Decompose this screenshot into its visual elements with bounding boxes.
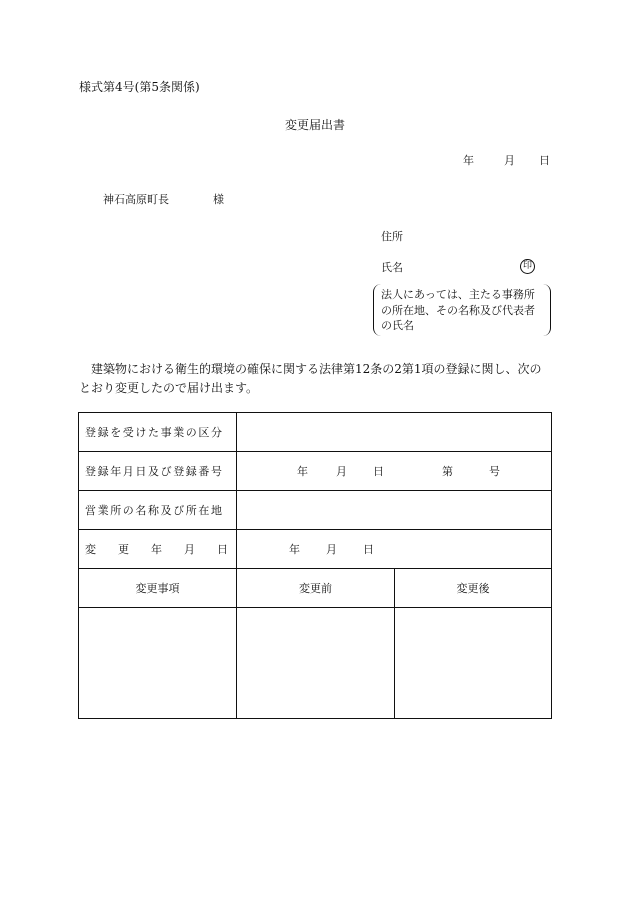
seal-mark: 印 [520,259,535,274]
form-number-label: 様式第4号(第5条関係) [79,80,200,94]
reg-number-prefix: 第 [442,465,453,478]
reg-month-label: 月 [336,465,347,478]
header-after-change: 変更後 [395,569,552,608]
body-text: 建築物における衛生的環境の確保に関する法律第12条の2第1項の登録に関し、次のとおり変更したので届け出ます。 [79,362,542,395]
registration-date-number-field[interactable] [237,452,552,491]
date-day-label: 日 [539,154,550,167]
after-change-field[interactable] [395,608,552,719]
business-category-field[interactable] [237,413,552,452]
addressee-honorific: 様 [213,193,224,206]
change-date-field[interactable] [237,530,552,569]
registration-date-number-label: 登録年月日及び登録番号 [79,452,237,491]
change-date-label [79,530,237,569]
change-date-char: 年 [151,543,162,556]
table-row [79,491,552,530]
date-year-label: 年 [463,154,474,167]
business-category-label: 登録を受けた事業の区分 [79,413,237,452]
change-day-label: 日 [363,543,374,556]
corporation-note-line: 法人にあっては、主たる事務所 [381,288,535,301]
table-row [79,530,552,569]
corporation-note [373,284,551,336]
change-form-table [78,412,552,719]
change-date-char: 月 [184,543,195,556]
table-row [79,413,552,452]
submission-date [463,154,550,168]
change-date-char: 更 [118,543,129,556]
change-date-char: 変 [85,543,96,556]
corporation-note-line: の所在地、その名称及び代表者 [381,303,535,317]
corporation-note-line: の氏名 [381,319,414,332]
change-item-field[interactable] [79,608,237,719]
reg-day-label: 日 [373,465,384,478]
document-title: 変更届出書 [284,118,345,132]
table-header-row [79,569,552,608]
addressee-name: 神石高原町長 [103,193,169,206]
before-change-field[interactable] [237,608,395,719]
date-month-label: 月 [504,154,515,167]
office-name-location-field[interactable] [237,491,552,530]
office-name-location-label: 営業所の名称及び所在地 [79,491,237,530]
reg-year-label: 年 [297,465,308,478]
addressee [103,193,224,207]
change-month-label: 月 [326,543,337,556]
table-row [79,452,552,491]
change-year-label: 年 [289,543,300,556]
header-before-change: 変更前 [237,569,395,608]
reg-number-suffix: 号 [489,465,500,478]
change-date-char: 日 [217,543,228,556]
table-row [79,608,552,719]
applicant-address-label: 住所 [381,230,403,243]
applicant-name-label: 氏名 [381,261,403,274]
header-change-item: 変更事項 [79,569,237,608]
